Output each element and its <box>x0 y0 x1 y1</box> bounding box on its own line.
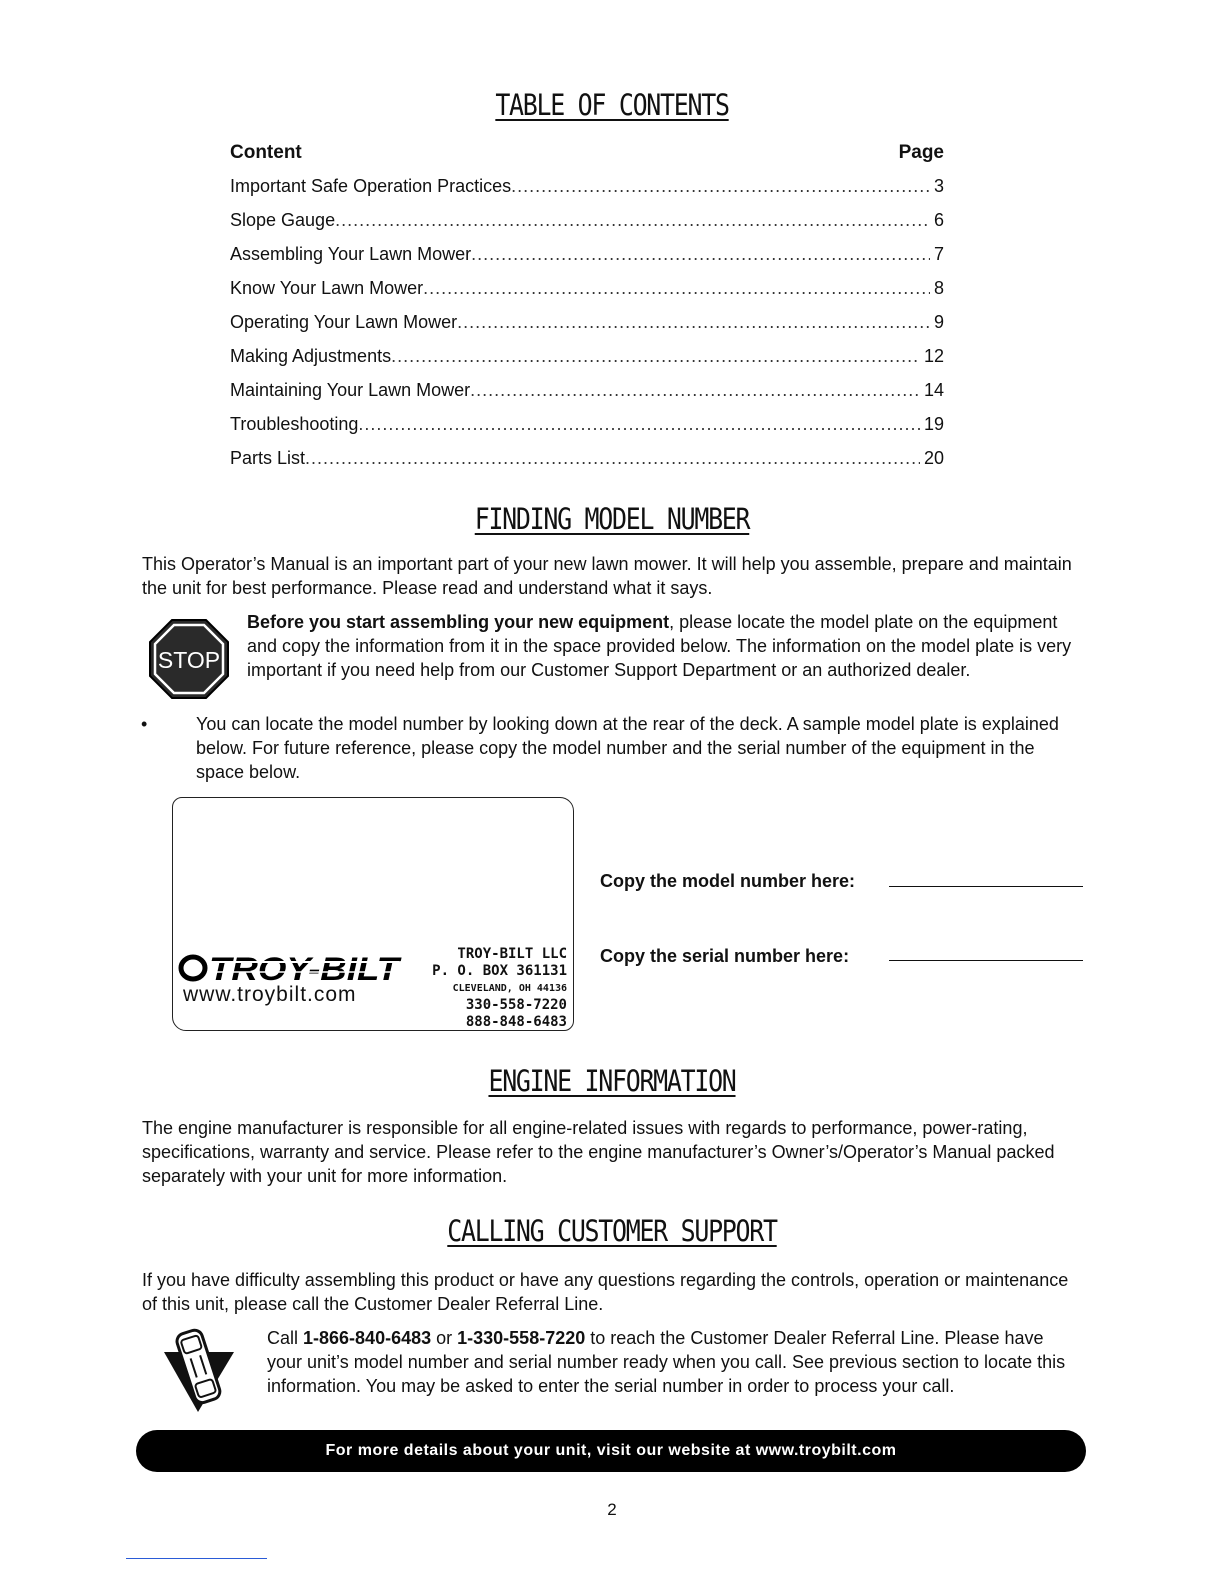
toc-entry-title: Making Adjustments <box>230 346 392 366</box>
toc-leader-dots <box>471 244 930 265</box>
toc-leader-dots <box>511 176 930 197</box>
toc-leader-dots <box>423 278 930 299</box>
stop-note-bold: Before you start assembling your new equipment <box>247 612 670 632</box>
footnote-rule <box>126 1558 267 1559</box>
model-heading: FINDING MODEL NUMBER <box>474 502 750 536</box>
stop-note-text: , please locate the model plate on the equipment and copy the information from it in the space provided below. The information on the model plate is very important if you need help from our Customer Support Department or an authorized dealer. <box>247 612 1072 680</box>
toc-leader-dots <box>470 380 920 401</box>
toc-leader-dots <box>358 414 920 435</box>
toc-entry-page: 20 <box>923 448 944 468</box>
plate-phone1: 330-558-7220 <box>465 997 567 1013</box>
toc-entry-page: 9 <box>933 312 944 332</box>
toc-entry-page: 6 <box>933 210 944 230</box>
toc-heading: TABLE OF CONTENTS <box>495 88 729 122</box>
plate-website: www.troybilt.com <box>183 983 357 1006</box>
toc-row[interactable] <box>230 278 944 312</box>
toc-row[interactable] <box>230 210 944 244</box>
toc-header-row <box>230 142 944 176</box>
toc-entry-page: 8 <box>933 278 944 298</box>
stop-sign-label: STOP <box>157 647 221 673</box>
toc-entry-page: 14 <box>923 380 944 400</box>
toc-row[interactable] <box>230 448 944 482</box>
toc-entry-title: Know Your Lawn Mower <box>230 278 424 298</box>
toc-col-content: Content <box>230 142 302 163</box>
toc-entry-title: Slope Gauge <box>230 210 336 230</box>
toc-row[interactable] <box>230 312 944 346</box>
toc-entry-title: Operating Your Lawn Mower <box>230 312 458 332</box>
toc-entry-title: Maintaining Your Lawn Mower <box>230 380 471 400</box>
support-phone-2[interactable]: 1-330-558-7220 <box>457 1328 586 1348</box>
support-heading: CALLING CUSTOMER SUPPORT <box>447 1214 777 1248</box>
toc-entry-title: Parts List <box>230 448 306 468</box>
stop-sign-icon <box>148 618 230 700</box>
stop-note <box>247 610 1085 682</box>
toc-entry-page: 12 <box>923 346 944 366</box>
toc-leader-dots <box>391 346 920 367</box>
engine-heading: ENGINE INFORMATION <box>488 1064 736 1098</box>
call-rest: to reach the Customer Dealer Referral Line. Please have your unit’s model number and serial number ready when you call. See previous section to locate this information. You may be asked to enter the serial number in order to process your call. <box>267 1328 1066 1396</box>
plate-pobox: P. O. BOX 361131 <box>432 963 567 979</box>
plate-city: CLEVELAND, OH 44136 <box>452 983 567 994</box>
toc-entry-page: 3 <box>933 176 944 196</box>
page-number: 2 <box>607 1500 617 1519</box>
copy-model-label: Copy the model number here: <box>600 871 856 891</box>
toc-leader-dots <box>335 210 930 231</box>
model-plate <box>172 797 574 1031</box>
call-prefix: Call <box>267 1328 304 1348</box>
plate-brand: TROY-BILT <box>209 951 402 987</box>
toc-row[interactable] <box>230 244 944 278</box>
plate-phone2: 888-848-6483 <box>465 1014 567 1030</box>
toc-entry-title: Troubleshooting <box>230 414 359 434</box>
serial-number-line <box>889 960 1083 961</box>
plate-company: TROY-BILT LLC <box>457 946 567 962</box>
toc-row[interactable] <box>230 346 944 380</box>
toc-list <box>230 176 944 482</box>
model-intro: This Operator’s Manual is an important part of your new lawn mower. It will help you assemble, prepare and maintain the unit for best performance. Please read and understand what it says. <box>142 554 1072 598</box>
support-phone-1[interactable]: 1-866-840-6483 <box>303 1328 432 1348</box>
support-call-text <box>267 1326 1082 1398</box>
toc-row[interactable] <box>230 414 944 448</box>
toc-entry-title: Important Safe Operation Practices <box>230 176 512 196</box>
toc-entry-title: Assembling Your Lawn Mower <box>230 244 472 264</box>
bullet-mark: • <box>141 714 148 734</box>
phone-icon <box>162 1326 238 1416</box>
toc-entry-page: 7 <box>933 244 944 264</box>
toc-row[interactable] <box>230 380 944 414</box>
website-banner[interactable]: For more details about your unit, visit our website at www.troybilt.com <box>136 1430 1086 1472</box>
copy-serial-label: Copy the serial number here: <box>600 946 850 966</box>
toc-entry-page: 19 <box>923 414 944 434</box>
toc-col-page: Page <box>898 142 944 163</box>
table-of-contents <box>230 142 944 482</box>
toc-leader-dots <box>457 312 930 333</box>
engine-text: The engine manufacturer is responsible for all engine-related issues with regards to performance, power-rating, specifications, warranty and service. Please refer to the engine manufacturer’s Owner’s/Operator’s Manual packed separately with your unit for more information. <box>142 1118 1055 1186</box>
call-or: or <box>431 1328 458 1348</box>
toc-row[interactable] <box>230 176 944 210</box>
toc-leader-dots <box>305 448 920 469</box>
model-number-line <box>889 886 1083 887</box>
plate-address <box>409 946 567 1031</box>
support-intro: If you have difficulty assembling this product or have any questions regarding the controls, operation or maintenance of this unit, please call the Customer Dealer Referral Line. <box>142 1270 1069 1314</box>
bullet-text: You can locate the model number by looking down at the rear of the deck. A sample model plate is explained below. For future reference, please copy the model number and the serial number of the equipment in the space below. <box>196 714 1059 782</box>
